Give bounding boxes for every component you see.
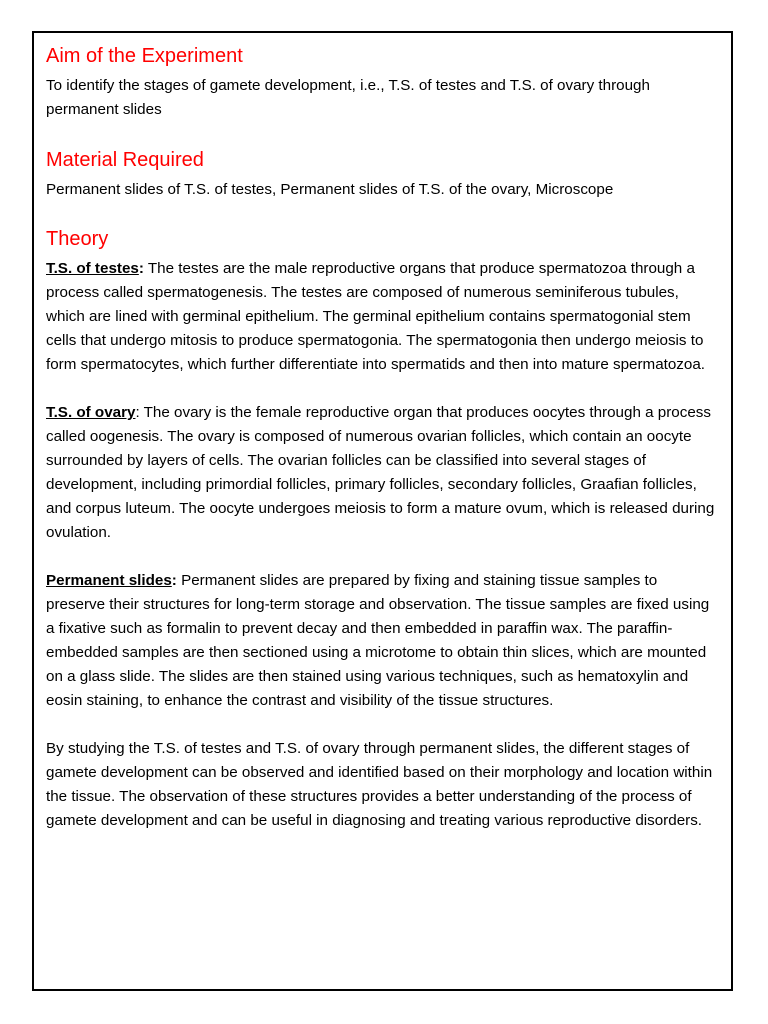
spacer [46, 545, 720, 569]
testes-text: The testes are the male reproductive organs that produce spermatozoa through a process called spermatogenesis. The testes are composed of numerous seminiferous tubules, which are lined with germinal epithelium. The germinal epithelium contains spermatogonial stem cells that undergo mitosis to produce spermatogonia. The spermatogonia then undergo meiosis to form spermatocytes, which further differentiate into spermatids and then into mature spermatozoa. [46, 260, 706, 373]
theory-heading: Theory [46, 228, 109, 250]
slides-paragraph [46, 569, 720, 713]
testes-paragraph [46, 257, 720, 377]
material-heading: Material Required [46, 149, 204, 171]
conclusion-paragraph: By studying the T.S. of testes and T.S. of ovary through permanent slides, the different stages of gamete development can be observed and identified based on their morphology and location within the tissue. The observation of these structures provides a better understanding of the process of gamete development and can be useful in diagnosing and treating various reproductive disorders. [46, 740, 713, 829]
slides-text: Permanent slides are prepared by fixing and staining tissue samples to preserve their structures for long-term storage and observation. The tissue samples are fixed using a fixative such as formalin to prevent decay and then embedded in paraffin wax. The paraffin-embedded samples are then sectioned using a microtome to obtain thin slices, which are mounted on a glass slide. The slides are then stained using various techniques, such as hematoxylin and eosin staining, to enhance the contrast and visibility of the tissue structures. [46, 572, 710, 709]
aim-text: To identify the stages of gamete development, i.e., T.S. of testes and T.S. of ovary through permanent slides [46, 77, 650, 118]
testes-term: T.S. of testes [46, 260, 139, 277]
spacer [46, 122, 720, 146]
spacer [46, 202, 720, 225]
slides-term-colon: : [171, 572, 177, 589]
spacer [46, 377, 720, 401]
ovary-term-colon: : [135, 404, 140, 421]
ovary-term: T.S. of ovary [46, 404, 136, 421]
aim-heading: Aim of the Experiment [46, 45, 243, 67]
spacer [46, 713, 720, 737]
testes-term-colon: : [138, 260, 144, 277]
ovary-text: The ovary is the female reproductive organ that produces oocytes through a process called oogenesis. The ovary is composed of numerous ovarian follicles, which contain an oocyte surrounded by layers of cells. The ovarian follicles can be classified into several stages of development, including primordial follicles, primary follicles, secondary follicles, Graafian follicles, and corpus luteum. The oocyte undergoes meiosis to form a mature ovum, which is released during ovulation. [46, 404, 715, 541]
material-text: Permanent slides of T.S. of testes, Permanent slides of T.S. of the ovary, Microscope [46, 181, 614, 198]
slides-term: Permanent slides [46, 572, 172, 589]
ovary-paragraph [46, 401, 720, 545]
document-content [46, 42, 720, 833]
